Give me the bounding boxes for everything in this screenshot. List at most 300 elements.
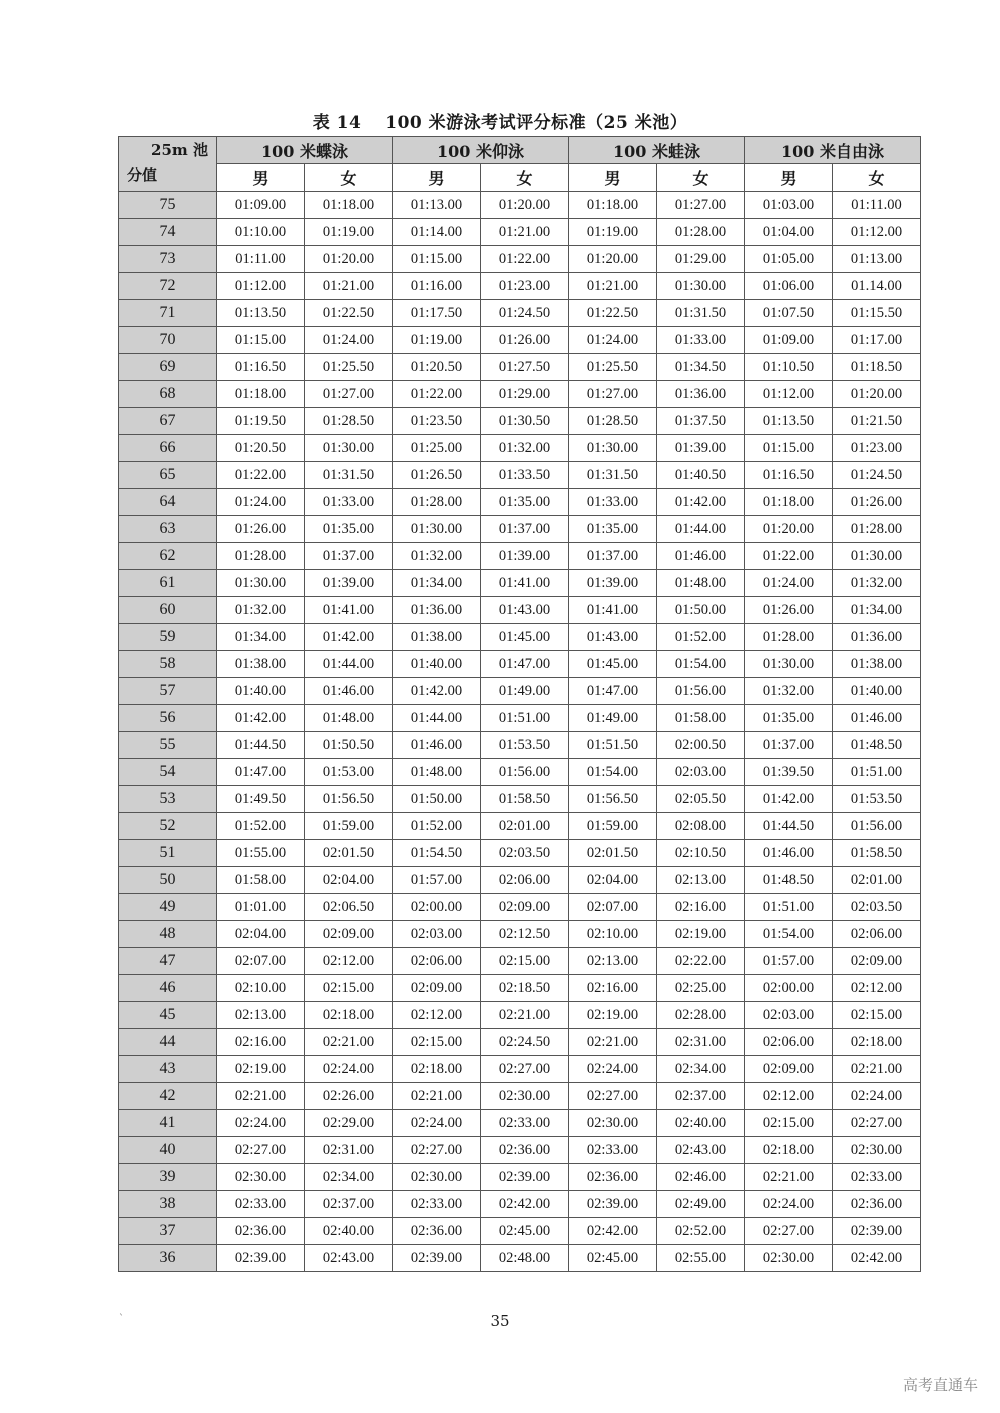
table-row (119, 894, 921, 921)
time-cell: 01:40.00 (217, 678, 305, 705)
time-cell: 02:34.00 (657, 1056, 745, 1083)
time-cell: 02:46.00 (657, 1164, 745, 1191)
score-cell: 74 (119, 219, 217, 246)
time-cell: 02:42.00 (569, 1218, 657, 1245)
score-cell: 69 (119, 354, 217, 381)
time-cell: 01:22.00 (481, 246, 569, 273)
time-cell: 01:31.50 (569, 462, 657, 489)
time-cell: 01:38.00 (833, 651, 921, 678)
time-cell: 01:35.00 (305, 516, 393, 543)
time-cell: 02:06.00 (833, 921, 921, 948)
time-cell: 01:16.00 (393, 273, 481, 300)
time-cell: 01:54.00 (569, 759, 657, 786)
time-cell: 02:06.00 (393, 948, 481, 975)
time-cell: 01.14.00 (833, 273, 921, 300)
score-cell: 38 (119, 1191, 217, 1218)
time-cell: 02:04.00 (305, 867, 393, 894)
time-cell: 02:30.00 (217, 1164, 305, 1191)
time-cell: 01:44.00 (657, 516, 745, 543)
time-cell: 01:31.50 (305, 462, 393, 489)
time-cell: 01:56.50 (305, 786, 393, 813)
score-cell: 50 (119, 867, 217, 894)
score-cell: 51 (119, 840, 217, 867)
time-cell: 01:28.00 (217, 543, 305, 570)
table-row (119, 1218, 921, 1245)
score-cell: 62 (119, 543, 217, 570)
score-cell: 72 (119, 273, 217, 300)
time-cell: 01:53.50 (481, 732, 569, 759)
time-cell: 01:58.00 (217, 867, 305, 894)
score-cell: 57 (119, 678, 217, 705)
time-cell: 02:01.50 (569, 840, 657, 867)
time-cell: 01:33.00 (569, 489, 657, 516)
time-cell: 02:25.00 (657, 975, 745, 1002)
score-table-body (119, 192, 921, 1272)
time-cell: 02:27.00 (393, 1137, 481, 1164)
gender-header: 女 (305, 164, 393, 192)
time-cell: 02:31.00 (657, 1029, 745, 1056)
time-cell: 02:24.00 (569, 1056, 657, 1083)
gender-header: 男 (217, 164, 305, 192)
time-cell: 01:51.00 (481, 705, 569, 732)
time-cell: 02:52.00 (657, 1218, 745, 1245)
time-cell: 01:05.00 (745, 246, 833, 273)
time-cell: 01:56.00 (657, 678, 745, 705)
time-cell: 01:19.00 (393, 327, 481, 354)
time-cell: 01:49.00 (569, 705, 657, 732)
time-cell: 02:24.00 (305, 1056, 393, 1083)
time-cell: 02:00.00 (393, 894, 481, 921)
time-cell: 01:35.00 (745, 705, 833, 732)
time-cell: 01:36.00 (393, 597, 481, 624)
score-cell: 45 (119, 1002, 217, 1029)
score-cell: 55 (119, 732, 217, 759)
time-cell: 01:26.00 (481, 327, 569, 354)
time-cell: 01:20.00 (745, 516, 833, 543)
time-cell: 01:30.00 (217, 570, 305, 597)
time-cell: 01:11.00 (217, 246, 305, 273)
time-cell: 01:40.00 (833, 678, 921, 705)
time-cell: 01:32.00 (745, 678, 833, 705)
time-cell: 01:39.00 (481, 543, 569, 570)
score-table (118, 136, 921, 1272)
time-cell: 02:33.00 (569, 1137, 657, 1164)
time-cell: 01:03.00 (745, 192, 833, 219)
time-cell: 01:43.00 (481, 597, 569, 624)
time-cell: 01:32.00 (481, 435, 569, 462)
score-cell: 47 (119, 948, 217, 975)
time-cell: 02:40.00 (305, 1218, 393, 1245)
time-cell: 02:13.00 (217, 1002, 305, 1029)
time-cell: 02:19.00 (569, 1002, 657, 1029)
time-cell: 01:56.00 (481, 759, 569, 786)
time-cell: 01:33.50 (481, 462, 569, 489)
table-row (119, 1191, 921, 1218)
time-cell: 02:24.00 (217, 1110, 305, 1137)
time-cell: 02:27.00 (569, 1083, 657, 1110)
time-cell: 01:31.50 (657, 300, 745, 327)
time-cell: 02:36.00 (481, 1137, 569, 1164)
time-cell: 01:47.00 (217, 759, 305, 786)
time-cell: 02:45.00 (569, 1245, 657, 1272)
time-cell: 02:33.00 (481, 1110, 569, 1137)
time-cell: 01:22.00 (217, 462, 305, 489)
time-cell: 02:03.50 (481, 840, 569, 867)
time-cell: 01:13.00 (393, 192, 481, 219)
time-cell: 01:39.00 (305, 570, 393, 597)
time-cell: 02:13.00 (569, 948, 657, 975)
table-row (119, 786, 921, 813)
time-cell: 01:48.00 (305, 705, 393, 732)
table-row (119, 543, 921, 570)
time-cell: 01:01.00 (217, 894, 305, 921)
table-row (119, 381, 921, 408)
time-cell: 02:09.00 (393, 975, 481, 1002)
time-cell: 01:44.00 (305, 651, 393, 678)
time-cell: 02:12.50 (481, 921, 569, 948)
time-cell: 01:04.00 (745, 219, 833, 246)
gender-header: 女 (657, 164, 745, 192)
time-cell: 02:01.50 (305, 840, 393, 867)
time-cell: 01:25.00 (393, 435, 481, 462)
time-cell: 01:48.00 (393, 759, 481, 786)
time-cell: 01:19.00 (305, 219, 393, 246)
time-cell: 02:45.00 (481, 1218, 569, 1245)
time-cell: 02:19.00 (657, 921, 745, 948)
time-cell: 01:22.50 (305, 300, 393, 327)
table-row (119, 732, 921, 759)
time-cell: 01:20.00 (833, 381, 921, 408)
table-row (119, 1056, 921, 1083)
table-row (119, 1110, 921, 1137)
time-cell: 02:15.00 (481, 948, 569, 975)
time-cell: 02:21.00 (305, 1029, 393, 1056)
time-cell: 01:27.00 (657, 192, 745, 219)
scan-mark: ` (119, 1314, 124, 1325)
time-cell: 01:55.00 (217, 840, 305, 867)
score-cell: 46 (119, 975, 217, 1002)
time-cell: 01:30.00 (657, 273, 745, 300)
time-cell: 02:30.00 (569, 1110, 657, 1137)
time-cell: 02:00.50 (657, 732, 745, 759)
time-cell: 02:10.50 (657, 840, 745, 867)
table-row (119, 219, 921, 246)
time-cell: 01:54.50 (393, 840, 481, 867)
time-cell: 02:28.00 (657, 1002, 745, 1029)
time-cell: 01:24.50 (481, 300, 569, 327)
time-cell: 01:58.50 (481, 786, 569, 813)
table-row (119, 489, 921, 516)
time-cell: 01:37.00 (481, 516, 569, 543)
score-cell: 40 (119, 1137, 217, 1164)
time-cell: 01:12.00 (745, 381, 833, 408)
time-cell: 01:11.00 (833, 192, 921, 219)
score-cell: 48 (119, 921, 217, 948)
time-cell: 02:07.00 (217, 948, 305, 975)
time-cell: 02:15.00 (745, 1110, 833, 1137)
time-cell: 01:46.00 (305, 678, 393, 705)
table-row (119, 678, 921, 705)
time-cell: 01:57.00 (745, 948, 833, 975)
score-cell: 59 (119, 624, 217, 651)
time-cell: 01:28.00 (833, 516, 921, 543)
time-cell: 01:58.50 (833, 840, 921, 867)
time-cell: 01:52.00 (217, 813, 305, 840)
time-cell: 01:48.50 (745, 867, 833, 894)
time-cell: 02:55.00 (657, 1245, 745, 1272)
time-cell: 02:22.00 (657, 948, 745, 975)
time-cell: 01:20.50 (393, 354, 481, 381)
score-cell: 65 (119, 462, 217, 489)
time-cell: 02:15.00 (393, 1029, 481, 1056)
time-cell: 02:06.00 (481, 867, 569, 894)
time-cell: 02:18.50 (481, 975, 569, 1002)
time-cell: 01:13.00 (833, 246, 921, 273)
score-cell: 56 (119, 705, 217, 732)
time-cell: 02:36.00 (569, 1164, 657, 1191)
time-cell: 01:15.00 (217, 327, 305, 354)
time-cell: 01:30.50 (481, 408, 569, 435)
time-cell: 01:41.00 (569, 597, 657, 624)
time-cell: 01:14.00 (393, 219, 481, 246)
time-cell: 01:13.50 (745, 408, 833, 435)
time-cell: 01:46.00 (393, 732, 481, 759)
time-cell: 01:40.00 (393, 651, 481, 678)
time-cell: 02:18.00 (745, 1137, 833, 1164)
time-cell: 02:21.00 (833, 1056, 921, 1083)
time-cell: 01:54.00 (745, 921, 833, 948)
time-cell: 02:33.00 (393, 1191, 481, 1218)
score-cell: 44 (119, 1029, 217, 1056)
table-row (119, 705, 921, 732)
time-cell: 01:45.00 (481, 624, 569, 651)
time-cell: 01:34.00 (217, 624, 305, 651)
time-cell: 02:12.00 (745, 1083, 833, 1110)
time-cell: 01:12.00 (833, 219, 921, 246)
score-cell: 63 (119, 516, 217, 543)
score-cell: 70 (119, 327, 217, 354)
score-cell: 60 (119, 597, 217, 624)
time-cell: 01:58.00 (657, 705, 745, 732)
time-cell: 01:49.00 (481, 678, 569, 705)
time-cell: 02:24.00 (833, 1083, 921, 1110)
time-cell: 02:30.00 (481, 1083, 569, 1110)
time-cell: 01:40.50 (657, 462, 745, 489)
time-cell: 02:36.00 (833, 1191, 921, 1218)
time-cell: 01:39.00 (569, 570, 657, 597)
time-cell: 01:25.50 (305, 354, 393, 381)
time-cell: 01:23.00 (833, 435, 921, 462)
time-cell: 01:20.00 (305, 246, 393, 273)
watermark: 高考直通车 (902, 1376, 978, 1394)
time-cell: 02:01.00 (833, 867, 921, 894)
stroke-header-freestyle: 100 米自由泳 (745, 137, 921, 164)
time-cell: 01:26.50 (393, 462, 481, 489)
table-row (119, 597, 921, 624)
time-cell: 02:31.00 (305, 1137, 393, 1164)
time-cell: 01:35.00 (481, 489, 569, 516)
time-cell: 01:28.50 (569, 408, 657, 435)
time-cell: 01:30.00 (569, 435, 657, 462)
time-cell: 01:27.00 (569, 381, 657, 408)
time-cell: 01:44.50 (745, 813, 833, 840)
time-cell: 01:13.50 (217, 300, 305, 327)
time-cell: 01:45.00 (569, 651, 657, 678)
time-cell: 01:28.00 (657, 219, 745, 246)
time-cell: 01:30.00 (305, 435, 393, 462)
time-cell: 01:21.50 (833, 408, 921, 435)
time-cell: 01:18.50 (833, 354, 921, 381)
time-cell: 02:06.00 (745, 1029, 833, 1056)
time-cell: 01:26.00 (745, 597, 833, 624)
time-cell: 01:20.00 (569, 246, 657, 273)
time-cell: 01:34.00 (393, 570, 481, 597)
time-cell: 01:32.00 (393, 543, 481, 570)
time-cell: 01:24.50 (833, 462, 921, 489)
table-row (119, 516, 921, 543)
header-row-strokes (119, 137, 921, 164)
time-cell: 01:28.00 (393, 489, 481, 516)
time-cell: 01:24.00 (217, 489, 305, 516)
time-cell: 01:56.50 (569, 786, 657, 813)
time-cell: 01:39.00 (657, 435, 745, 462)
table-row (119, 246, 921, 273)
score-cell: 67 (119, 408, 217, 435)
time-cell: 01:09.00 (745, 327, 833, 354)
table-row (119, 192, 921, 219)
gender-header: 女 (481, 164, 569, 192)
table-row (119, 840, 921, 867)
corner-header (119, 137, 217, 192)
time-cell: 02:29.00 (305, 1110, 393, 1137)
time-cell: 02:39.00 (217, 1245, 305, 1272)
time-cell: 01:53.00 (305, 759, 393, 786)
time-cell: 02:48.00 (481, 1245, 569, 1272)
time-cell: 01:18.00 (305, 192, 393, 219)
time-cell: 02:39.00 (481, 1164, 569, 1191)
time-cell: 01:15.00 (745, 435, 833, 462)
time-cell: 01:38.00 (393, 624, 481, 651)
time-cell: 02:15.00 (305, 975, 393, 1002)
score-cell: 68 (119, 381, 217, 408)
time-cell: 01:17.00 (833, 327, 921, 354)
time-cell: 01:44.00 (393, 705, 481, 732)
time-cell: 02:27.00 (217, 1137, 305, 1164)
time-cell: 02:26.00 (305, 1083, 393, 1110)
time-cell: 01:57.00 (393, 867, 481, 894)
time-cell: 02:49.00 (657, 1191, 745, 1218)
time-cell: 02:12.00 (393, 1002, 481, 1029)
time-cell: 02:30.00 (833, 1137, 921, 1164)
time-cell: 01:21.00 (569, 273, 657, 300)
time-cell: 02:24.00 (393, 1110, 481, 1137)
time-cell: 01:42.00 (657, 489, 745, 516)
score-cell: 36 (119, 1245, 217, 1272)
time-cell: 01:46.00 (833, 705, 921, 732)
time-cell: 02:09.00 (481, 894, 569, 921)
time-cell: 02:18.00 (833, 1029, 921, 1056)
time-cell: 01:19.00 (569, 219, 657, 246)
table-row (119, 462, 921, 489)
time-cell: 01:41.00 (305, 597, 393, 624)
time-cell: 01:10.00 (217, 219, 305, 246)
time-cell: 01:29.00 (481, 381, 569, 408)
time-cell: 01:23.00 (481, 273, 569, 300)
time-cell: 01:42.00 (745, 786, 833, 813)
time-cell: 02:04.00 (569, 867, 657, 894)
time-cell: 02:24.50 (481, 1029, 569, 1056)
time-cell: 02:04.00 (217, 921, 305, 948)
table-row (119, 1137, 921, 1164)
time-cell: 02:12.00 (305, 948, 393, 975)
time-cell: 02:21.00 (745, 1164, 833, 1191)
time-cell: 01:36.00 (657, 381, 745, 408)
time-cell: 01:18.00 (217, 381, 305, 408)
table-row (119, 354, 921, 381)
time-cell: 01:51.00 (745, 894, 833, 921)
score-cell: 41 (119, 1110, 217, 1137)
time-cell: 01:27.00 (305, 381, 393, 408)
time-cell: 01:41.00 (481, 570, 569, 597)
corner-score-label: 分值 (127, 166, 158, 184)
time-cell: 01:54.00 (657, 651, 745, 678)
time-cell: 01:24.00 (305, 327, 393, 354)
time-cell: 01:50.50 (305, 732, 393, 759)
score-cell: 49 (119, 894, 217, 921)
time-cell: 01:46.00 (745, 840, 833, 867)
time-cell: 02:39.00 (393, 1245, 481, 1272)
time-cell: 01:47.00 (569, 678, 657, 705)
time-cell: 01:34.50 (657, 354, 745, 381)
score-cell: 66 (119, 435, 217, 462)
time-cell: 01:50.00 (657, 597, 745, 624)
time-cell: 01:23.50 (393, 408, 481, 435)
time-cell: 01:51.00 (833, 759, 921, 786)
table-row (119, 948, 921, 975)
time-cell: 01:30.00 (745, 651, 833, 678)
time-cell: 02:12.00 (833, 975, 921, 1002)
table-row (119, 435, 921, 462)
table-row (119, 1083, 921, 1110)
time-cell: 01:29.00 (657, 246, 745, 273)
time-cell: 01:59.00 (305, 813, 393, 840)
time-cell: 01:42.00 (305, 624, 393, 651)
time-cell: 01:32.00 (217, 597, 305, 624)
score-cell: 42 (119, 1083, 217, 1110)
time-cell: 01:24.00 (569, 327, 657, 354)
time-cell: 02:43.00 (305, 1245, 393, 1272)
header-row-genders (119, 164, 921, 192)
time-cell: 02:21.00 (569, 1029, 657, 1056)
gender-header: 男 (569, 164, 657, 192)
time-cell: 01:07.50 (745, 300, 833, 327)
time-cell: 01:20.50 (217, 435, 305, 462)
time-cell: 02:36.00 (217, 1218, 305, 1245)
time-cell: 01:51.50 (569, 732, 657, 759)
time-cell: 01:10.50 (745, 354, 833, 381)
table-row (119, 570, 921, 597)
time-cell: 02:06.50 (305, 894, 393, 921)
time-cell: 02:03.00 (745, 1002, 833, 1029)
page-number: 35 (490, 1312, 510, 1330)
table-row (119, 1029, 921, 1056)
stroke-header-backstroke: 100 米仰泳 (393, 137, 569, 164)
time-cell: 01:22.50 (569, 300, 657, 327)
time-cell: 02:09.00 (305, 921, 393, 948)
time-cell: 01:18.00 (569, 192, 657, 219)
score-cell: 73 (119, 246, 217, 273)
time-cell: 01:56.00 (833, 813, 921, 840)
